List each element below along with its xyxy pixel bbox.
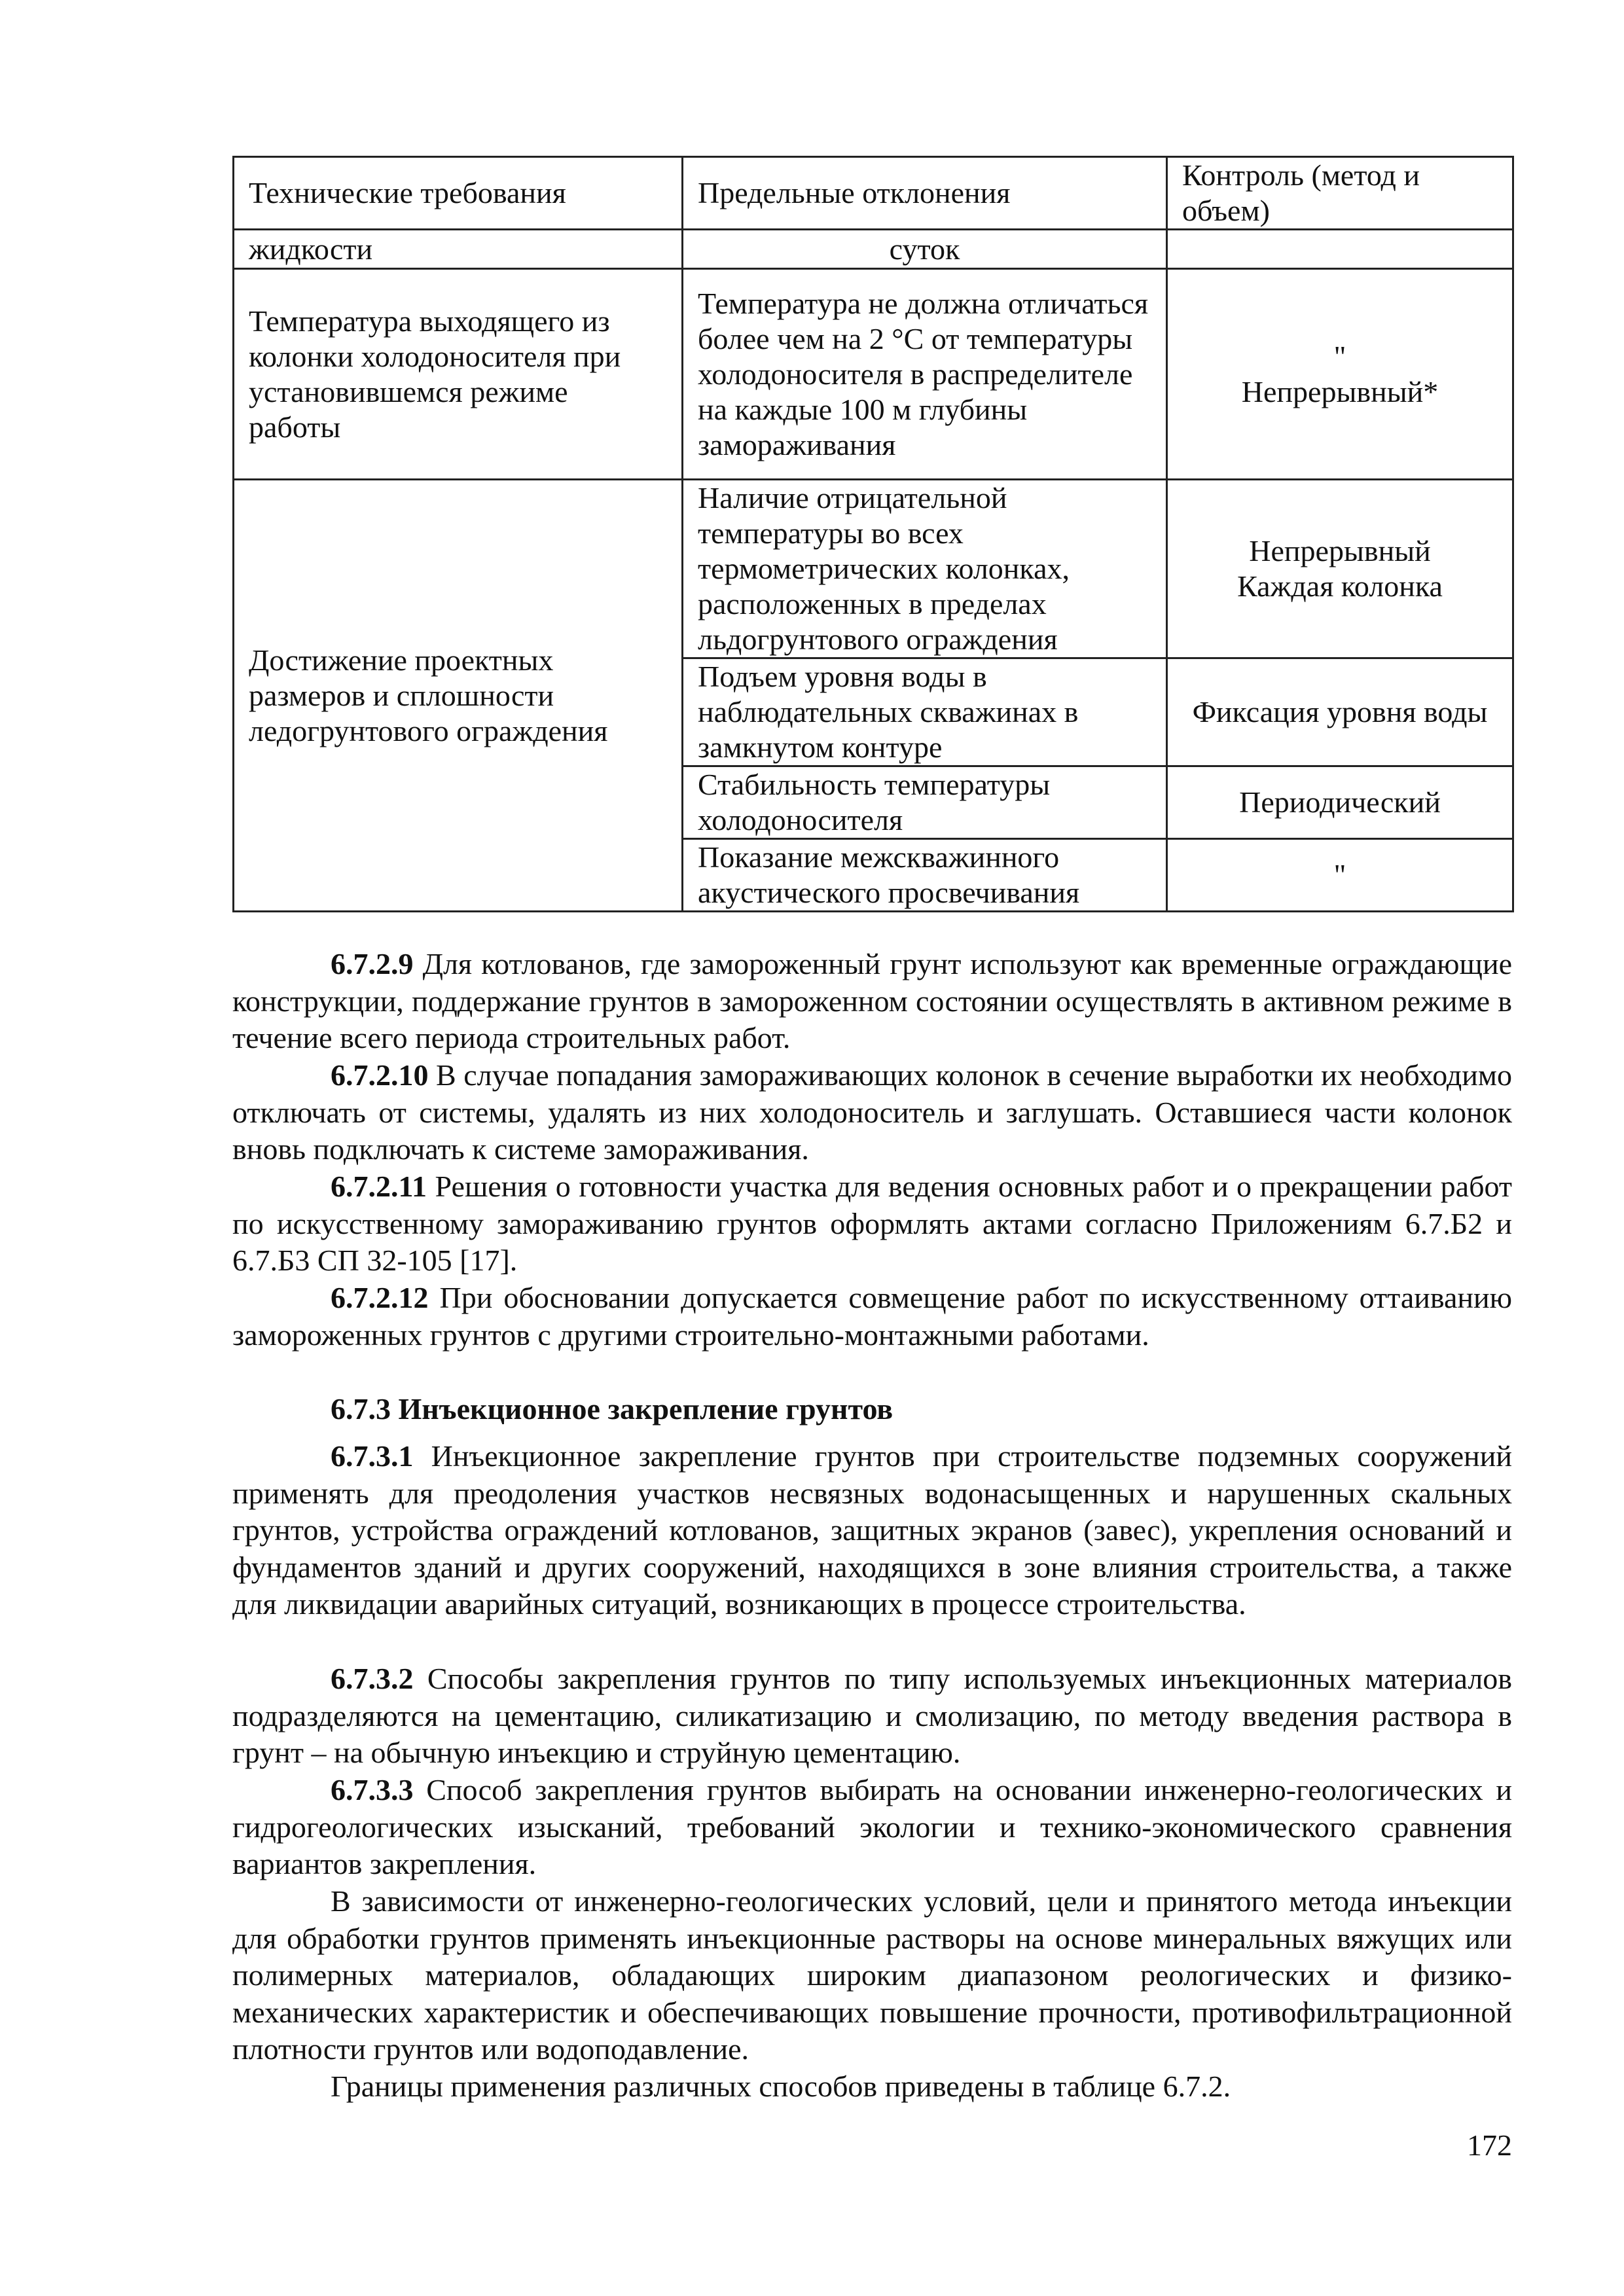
cell-deviation: суток [683,230,1167,269]
clause-text: Инъекционное закрепление грунтов при строительстве подземных сооружений применять для преодоления участков несвязных водонасыщенных и нарушенных скальных грунтов, устройства ограждений котлованов, защитных экранов (завес), укрепления оснований и фундаментов зданий и других сооружений, находящихся в зоне влияния строительства, а также для ликвидации аварийных ситуаций, возникающих в процессе строительства. [232,1439,1513,1621]
cell-requirement: жидкости [234,230,683,269]
table-row [234,230,1513,269]
cell-deviation: Наличие отрицательной температуры во всех термометрических колонках, расположенных в пределах льдогрунтового ограждения [683,480,1167,658]
paragraph-6-7-2-11 [232,1168,1512,1280]
clause-number: 6.7.2.12 [331,1281,429,1314]
cell-control: Фиксация уровня воды [1167,658,1513,766]
cell-control: " [1167,839,1513,912]
paragraph-6-7-3-2 [232,1660,1512,1772]
requirements-table [232,156,1514,912]
page-number: 172 [1467,2128,1512,2162]
control-method: Непрерывный* [1241,374,1439,408]
section-heading: 6.7.3 Инъекционное закрепление грунтов [331,1392,893,1426]
table-row [234,269,1513,480]
paragraph-limits: Границы применения различных способов приведены в таблице 6.7.2. [331,2070,1231,2103]
clause-text: Способ закрепления грунтов выбирать на основании инженерно-геологических и гидрогеологических изысканий, требований экологии и технико-экономического сравнения вариантов закрепления. [232,1773,1512,1880]
header-control: Контроль (метод и объем) [1167,157,1513,230]
cell-requirement: Температура выходящего из колонки холодоносителя при установившемся режиме работы [234,269,683,480]
table-row [234,480,1513,658]
clause-number: 6.7.3.2 [331,1662,414,1695]
cell-deviation: Стабильность температуры холодоносителя [683,766,1167,839]
clause-number: 6.7.2.9 [331,947,414,980]
cell-control [1167,480,1513,658]
clause-number: 6.7.3.3 [331,1773,414,1806]
clause-number: 6.7.2.11 [331,1170,427,1203]
paragraph-6-7-3-3 [232,1772,1512,1883]
header-requirements: Технические требования [234,157,683,230]
clause-text: Для котлованов, где замороженный грунт используют как временные ограждающие конструкции, поддержание грунтов в замороженном состоянии осуществлять в активном режиме в течение всего периода строительных работ. [232,947,1512,1054]
paragraph-6-7-2-12 [232,1280,1512,1354]
clause-text: Решения о готовности участка для ведения основных работ и о прекращении работ по искусственному замораживанию грунтов оформлять актами согласно Приложениям 6.7.Б2 и 6.7.Б3 СП 32-105 [17]. [232,1170,1513,1277]
header-deviations: Предельные отклонения [683,157,1167,230]
paragraph-6-7-2-9 [232,946,1512,1057]
cell-deviation: Подъем уровня воды в наблюдательных скважинах в замкнутом контуре [683,658,1167,766]
clause-text: При обосновании допускается совмещение работ по искусственному оттаиванию замороженных грунтов с другими строительно-монтажными работами. [232,1281,1512,1352]
cell-requirement-ice-wall: Достижение проектных размеров и сплошности ледогрунтового ограждения [234,480,683,912]
clause-number: 6.7.3.1 [331,1439,414,1473]
cell-control [1167,269,1513,480]
paragraph-dependence: В зависимости от инженерно-геологических условий, цели и принятого метода инъекции для обработки грунтов применять инъекционные растворы на основе минеральных вяжущих или полимерных материалов, обладающих широким диапазоном реологических и физико-механических характеристик и обеспечивающих повышение прочности, противофильтрационной плотности грунтов или водоподавление. [232,1884,1512,2066]
cell-deviation: Температура не должна отличаться более чем на 2 °С от температуры холодоносителя в распределителе на каждые 100 м глубины замораживания [683,269,1167,480]
control-scope: Каждая колонка [1237,569,1443,603]
clause-number: 6.7.2.10 [331,1058,429,1092]
control-method: Непрерывный [1249,534,1431,567]
clause-text: Способы закрепления грунтов по типу используемых инъекционных материалов подразделяются на цементацию, силикатизацию и смолизацию, по методу введения раствора в грунт – на обычную инъекцию и струйную цементацию. [232,1662,1513,1769]
paragraph-6-7-2-10 [232,1057,1512,1168]
paragraph-6-7-3-1 [232,1438,1512,1623]
cell-deviation: Показание межскважинного акустического просвечивания [683,839,1167,912]
cell-control: Периодический [1167,766,1513,839]
table-header-row [234,157,1513,230]
ditto-mark: " [1333,339,1346,373]
cell-control [1167,230,1513,269]
clause-text: В случае попадания замораживающих колонок в сечение выработки их необходимо отключать от системы, удалять из них холодоноситель и заглушать. Оставшиеся части колонок вновь подключать к системе замораживания. [232,1058,1512,1166]
